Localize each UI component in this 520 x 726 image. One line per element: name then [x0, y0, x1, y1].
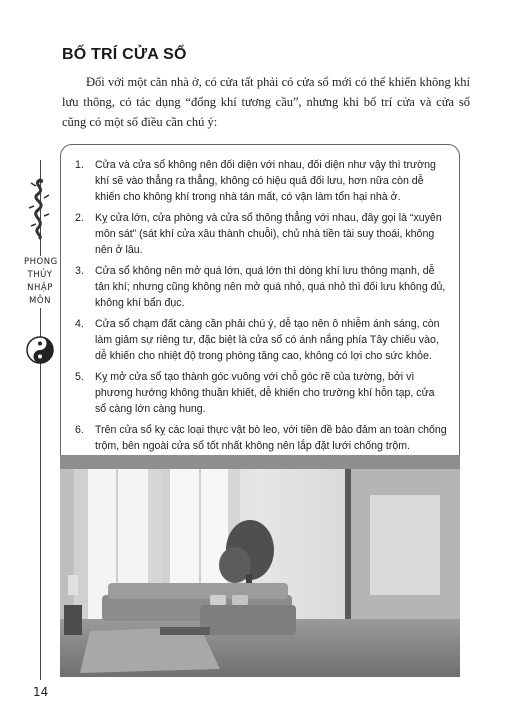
list-item-number: 3.	[75, 265, 84, 277]
list-item	[75, 157, 447, 205]
list-item-number: 2.	[75, 212, 84, 224]
series-label	[24, 256, 56, 308]
list-item-text: Kỵ mở cửa sổ tạo thành góc vuông với chỗ góc rẽ của tường, bởi vì phương hướng không thuần khiết, dễ khiến cho trường khí hỗn tạp, cửa sổ càng lớn càng hung.	[95, 371, 435, 415]
living-room-illustration	[60, 455, 460, 677]
list-item	[75, 263, 447, 311]
yin-yang-icon	[26, 336, 54, 364]
list-item	[75, 210, 447, 258]
list-item-number: 6.	[75, 424, 84, 436]
series-label-line-3: NHẬP	[27, 283, 53, 293]
rules-box	[60, 144, 460, 472]
list-item-text: Kỵ cửa lớn, cửa phòng và cửa sổ thông thẳng với nhau, đây gọi là “xuyên môn sát” (sát khí cửa xâu thành chuỗi), chủ nhà tiền tài suy thoái, không nên ở lâu.	[95, 212, 442, 256]
series-label-line-2: THỦY	[27, 270, 53, 280]
page-number: 14	[33, 685, 49, 699]
series-label-line-1: PHONG	[24, 257, 58, 267]
series-label-line-4: MÔN	[29, 296, 51, 306]
list-item-text: Cửa sổ chạm đất càng cần phải chú ý, dễ tạo nên ô nhiễm ánh sáng, còn làm giảm sự riêng tư, đặc biệt là cửa sổ có ánh nắng phía Tây chiếu vào, dễ khiến cho nhiệt độ trong phòng tăng cao, không có lợi cho sức khỏe.	[95, 318, 440, 362]
list-item-text: Trên cửa sổ kỵ các loại thực vật bò leo, với tiền đề bảo đảm an toàn chống trộm, bên ngoài cửa sổ tốt nhất không nên lắp đặt lưới chống trộm.	[95, 424, 447, 452]
section-title: BỐ TRÍ CỬA SỔ	[62, 46, 187, 63]
list-item-text: Cửa và cửa sổ không nên đối diện với nhau, đối diện như vậy thì trường khí sẽ vào thẳng ra thẳng, không có hiệu quả đối lưu, hơn nữa còn dễ khiến cho không khí trong nhà tán mất, có vận làm tổn hại nhà ở.	[95, 159, 436, 203]
intro-paragraph: Đối với một căn nhà ở, có cửa tất phải có cửa sổ mới có thể khiến không khí lưu thông, có tác dụng “đổng khí tương cầu”, nhưng khi bố trí cửa và cửa sổ cũng có một số điều cần chú ý:	[62, 75, 470, 129]
list-item	[75, 369, 447, 417]
dragon-icon	[24, 176, 56, 240]
living-room-photo	[60, 455, 460, 677]
list-item-number: 1.	[75, 159, 84, 171]
list-item-number: 4.	[75, 318, 84, 330]
list-item	[75, 316, 447, 364]
rules-list	[75, 157, 447, 480]
list-item-text: Cửa sổ không nên mở quá lớn, quá lớn thì dòng khí lưu thông mạnh, dễ tản khí; nhưng cũng không nên mở quá nhỏ, quá nhỏ thì đối lưu không đủ, không khí bẩn đục.	[95, 265, 446, 309]
list-item-number: 5.	[75, 371, 84, 383]
list-item	[75, 422, 447, 454]
